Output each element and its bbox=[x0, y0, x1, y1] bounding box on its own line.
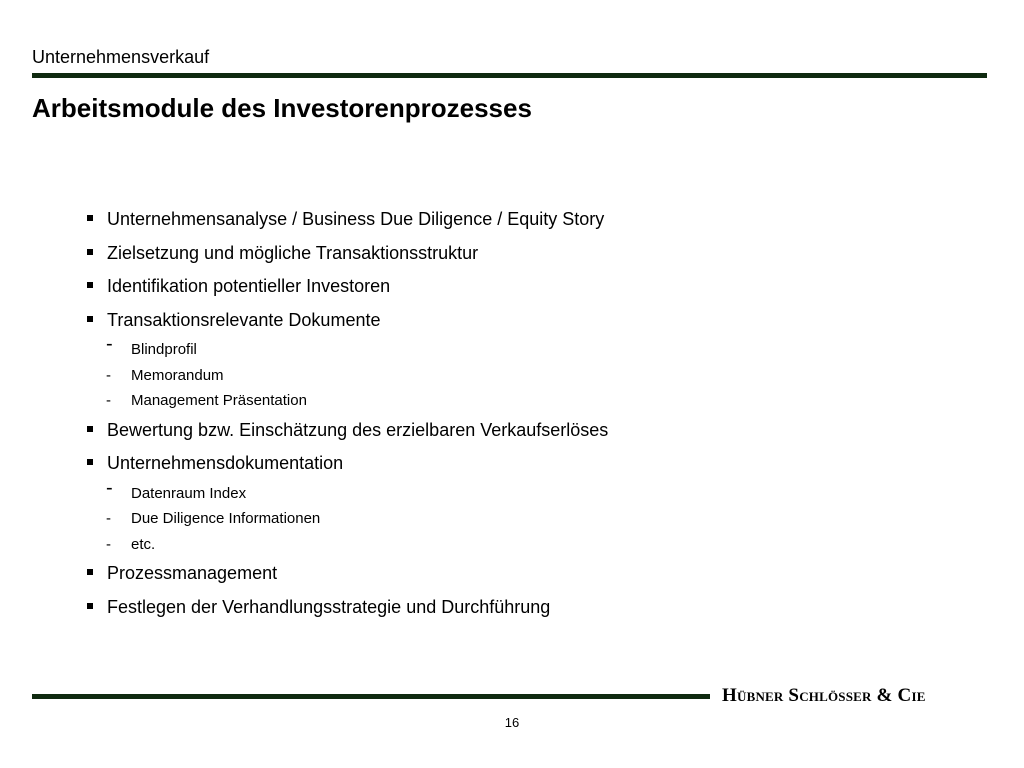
sub-list-item-text: Blindprofil bbox=[131, 341, 197, 358]
firm-logo: Hübner Schlösser & Cie bbox=[722, 685, 926, 706]
sub-list-item-text: Datenraum Index bbox=[131, 484, 247, 502]
square-bullet-icon bbox=[87, 569, 93, 575]
list-item bbox=[86, 417, 936, 451]
sub-list-item bbox=[86, 535, 936, 561]
list-item bbox=[86, 273, 936, 307]
slide-title: Arbeitsmodule des Investorenprozesses bbox=[32, 93, 532, 123]
list-item-text: Prozessmanagement bbox=[107, 563, 278, 583]
sub-list-item bbox=[86, 391, 936, 417]
list-item-text: Zielsetzung und mögliche Transaktionsstruktur bbox=[107, 242, 479, 263]
list-item-text: Festlegen der Verhandlungsstrategie und Durchführung bbox=[107, 596, 551, 617]
sub-list-item-text: Memorandum bbox=[131, 366, 224, 384]
list-item-text: Bewertung bzw. Einschätzung des erzielbaren Verkaufserlöses bbox=[107, 419, 609, 440]
section-label: Unternehmensverkauf bbox=[32, 47, 210, 67]
list-item bbox=[86, 594, 936, 628]
sub-list-item bbox=[86, 333, 936, 366]
header-rule bbox=[32, 73, 987, 78]
square-bullet-icon bbox=[87, 603, 93, 609]
list-item-text: Identifikation potentieller Investoren bbox=[107, 276, 391, 296]
list-item bbox=[86, 560, 936, 594]
list-item-text: Unternehmensanalyse / Business Due Diligence / Equity Story bbox=[107, 209, 605, 229]
dash-bullet-icon: - bbox=[106, 535, 111, 553]
sub-list-item-text: Management Präsentation bbox=[131, 392, 307, 409]
footer-rule bbox=[32, 694, 710, 699]
dash-bullet-icon: - bbox=[106, 366, 111, 384]
sub-list-item bbox=[86, 509, 936, 535]
sub-list-item-text: etc. bbox=[131, 535, 156, 553]
list-item bbox=[86, 206, 936, 240]
list-item-text: Transaktionsrelevante Dokumente bbox=[107, 309, 381, 330]
square-bullet-icon bbox=[87, 459, 93, 465]
dash-bullet-icon: - bbox=[106, 510, 111, 527]
dash-bullet-icon: - bbox=[106, 392, 111, 409]
sub-list-item-text: Due Diligence Informationen bbox=[131, 510, 321, 527]
page-number: 16 bbox=[504, 715, 520, 730]
list-item bbox=[86, 307, 936, 341]
sub-list-item bbox=[86, 366, 936, 392]
dash-bullet-icon: - bbox=[106, 476, 113, 499]
bullet-list bbox=[86, 206, 936, 627]
list-item-text: Unternehmensdokumentation bbox=[107, 453, 344, 473]
square-bullet-icon bbox=[87, 426, 93, 432]
square-bullet-icon bbox=[87, 282, 93, 288]
square-bullet-icon bbox=[87, 316, 93, 322]
square-bullet-icon bbox=[87, 215, 93, 221]
sub-list-item bbox=[86, 476, 936, 510]
square-bullet-icon bbox=[87, 249, 93, 255]
list-item bbox=[86, 450, 936, 484]
dash-bullet-icon: - bbox=[106, 333, 113, 355]
list-item bbox=[86, 240, 936, 274]
